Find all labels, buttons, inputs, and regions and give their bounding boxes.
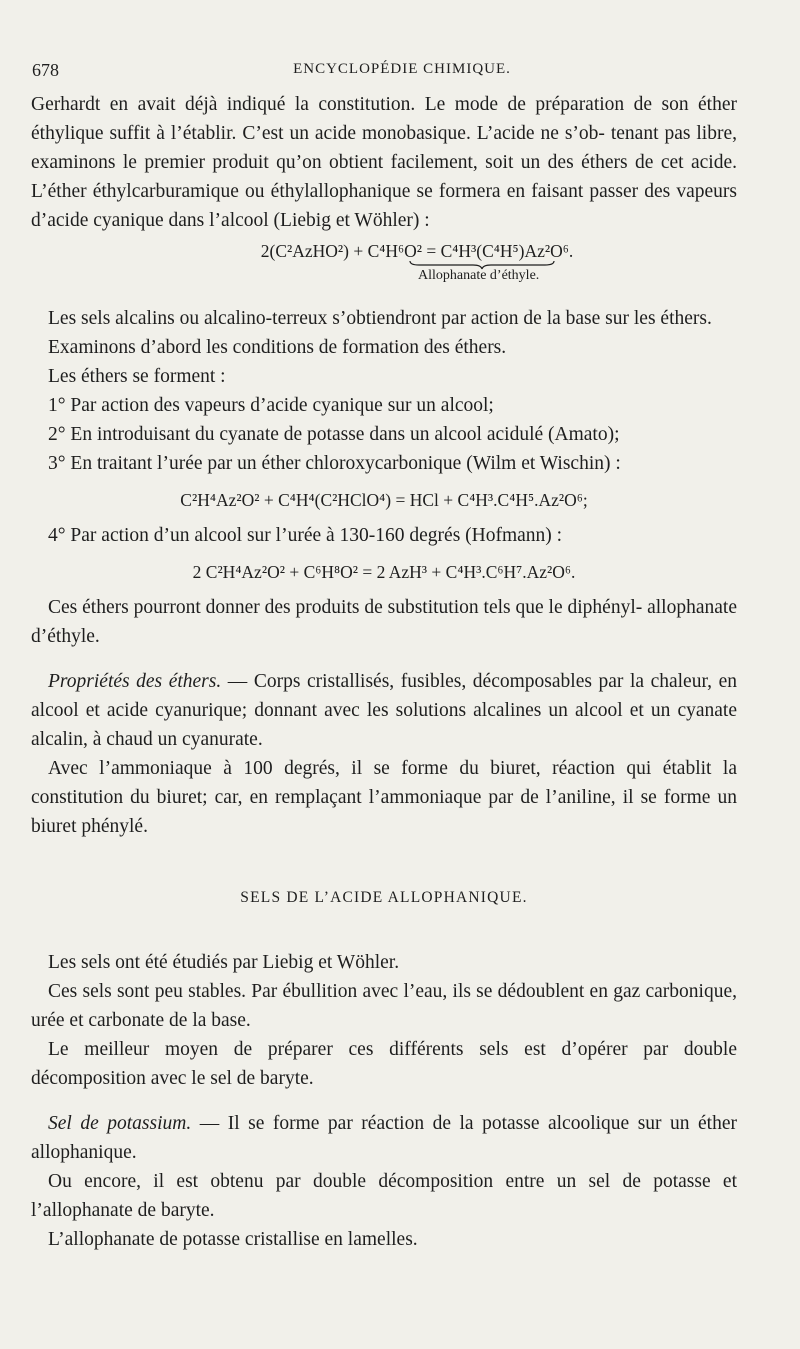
section-title: SELS DE L’ACIDE ALLOPHANIQUE.	[240, 889, 528, 906]
proprietes-heading: Propriétés des éthers.	[48, 671, 222, 692]
list-item-1: 1° Par action des vapeurs d’acide cyanique sur un alcool;	[48, 395, 494, 416]
paragraph-peu-stables: Ces sels sont peu stables. Par ébullition avec l’eau, ils se dédoublent en gaz carbonique, urée et carbonate de la base.	[31, 981, 737, 1031]
formula-annotation	[31, 266, 737, 288]
paragraph-lamelles: L’allophanate de potasse cristallise en lamelles.	[48, 1229, 418, 1250]
paragraph-ou-encore: Ou encore, il est obtenu par double décomposition entre un sel de potasse et l’allophanate de baryte.	[31, 1171, 737, 1221]
list-item-4: 4° Par action d’un alcool sur l’urée à 130-160 degrés (Hofmann) :	[48, 525, 563, 546]
sel-potassium-text: — Il se forme par réaction de la potasse alcoolique sur un éther allophanique.	[31, 1113, 737, 1163]
paragraph-sels-alcalins: Les sels alcalins ou alcalino-terreux s’obtiendront par action de la base sur les éthers.	[48, 308, 712, 329]
formula-chloroxycarbonique: C²H⁴Az²O² + C⁴H⁴(C²HClO⁴) = HCl + C⁴H³.C⁴H⁵.Az²O⁶;	[180, 490, 588, 510]
formula-allophanate-ethyle: 2(C²AzHO²) + C⁴H⁶O² = C⁴H³(C⁴H⁵)Az²O⁶.	[260, 241, 574, 261]
page-body	[31, 90, 737, 1254]
page-header	[32, 60, 772, 84]
paragraph-ethers-forment: Les éthers se forment :	[48, 366, 226, 387]
list-item-2: 2° En introduisant du cyanate de potasse dans un alcool acidulé (Amato);	[48, 424, 620, 445]
paragraph-proprietes	[31, 667, 737, 754]
formula-label: Allophanate d’éthyle.	[418, 268, 540, 283]
paragraph-conditions: Examinons d’abord les conditions de formation des éthers.	[48, 337, 507, 358]
running-title: ENCYCLOPÉDIE CHIMIQUE.	[293, 61, 511, 77]
formula-hofmann: 2 C²H⁴Az²O² + C⁶H⁸O² = 2 AzH³ + C⁴H³.C⁶H⁷.Az²O⁶.	[192, 562, 576, 582]
paragraph-meilleur-moyen: Le meilleur moyen de préparer ces différents sels est d’opérer par double décomposition avec le sel de baryte.	[31, 1039, 737, 1089]
paragraph-substitution: Ces éthers pourront donner des produits de substitution tels que le diphényl- allophanate d’éthyle.	[31, 597, 737, 647]
paragraph-sel-potassium	[31, 1109, 737, 1167]
paragraph-sels-etudies: Les sels ont été étudiés par Liebig et Wöhler.	[48, 952, 400, 973]
proprietes-text: — Corps cristallisés, fusibles, décomposables par la chaleur, en alcool et acide cyanurique; donnant avec les solutions alcalines un alcool et un cyanate alcalin, à chaud un cyanurate.	[31, 671, 738, 750]
page-number: 678	[32, 60, 59, 80]
list-item-3: 3° En traitant l’urée par un éther chloroxycarbonique (Wilm et Wischin) :	[48, 453, 621, 474]
paragraph-intro: Gerhardt en avait déjà indiqué la constitution. Le mode de préparation de son éther éthylique suffit à l’établir. C’est un acide monobasique. L’acide ne s’ob- tenant pas libre, examinons le premier produit qu’on obtient facilement, soit un des éthers de cet acide. L’éther éthylcarburamique ou éthylallophanique se formera en faisant passer des vapeurs d’acide cyanique dans l’alcool (Liebig et Wöhler) :	[31, 94, 737, 231]
paragraph-biuret: Avec l’ammoniaque à 100 degrés, il se forme du biuret, réaction qui établit la constitution du biuret; car, en remplaçant l’ammoniaque par de l’aniline, il se forme un biuret phénylé.	[31, 758, 737, 837]
sel-potassium-heading: Sel de potassium.	[48, 1113, 192, 1134]
